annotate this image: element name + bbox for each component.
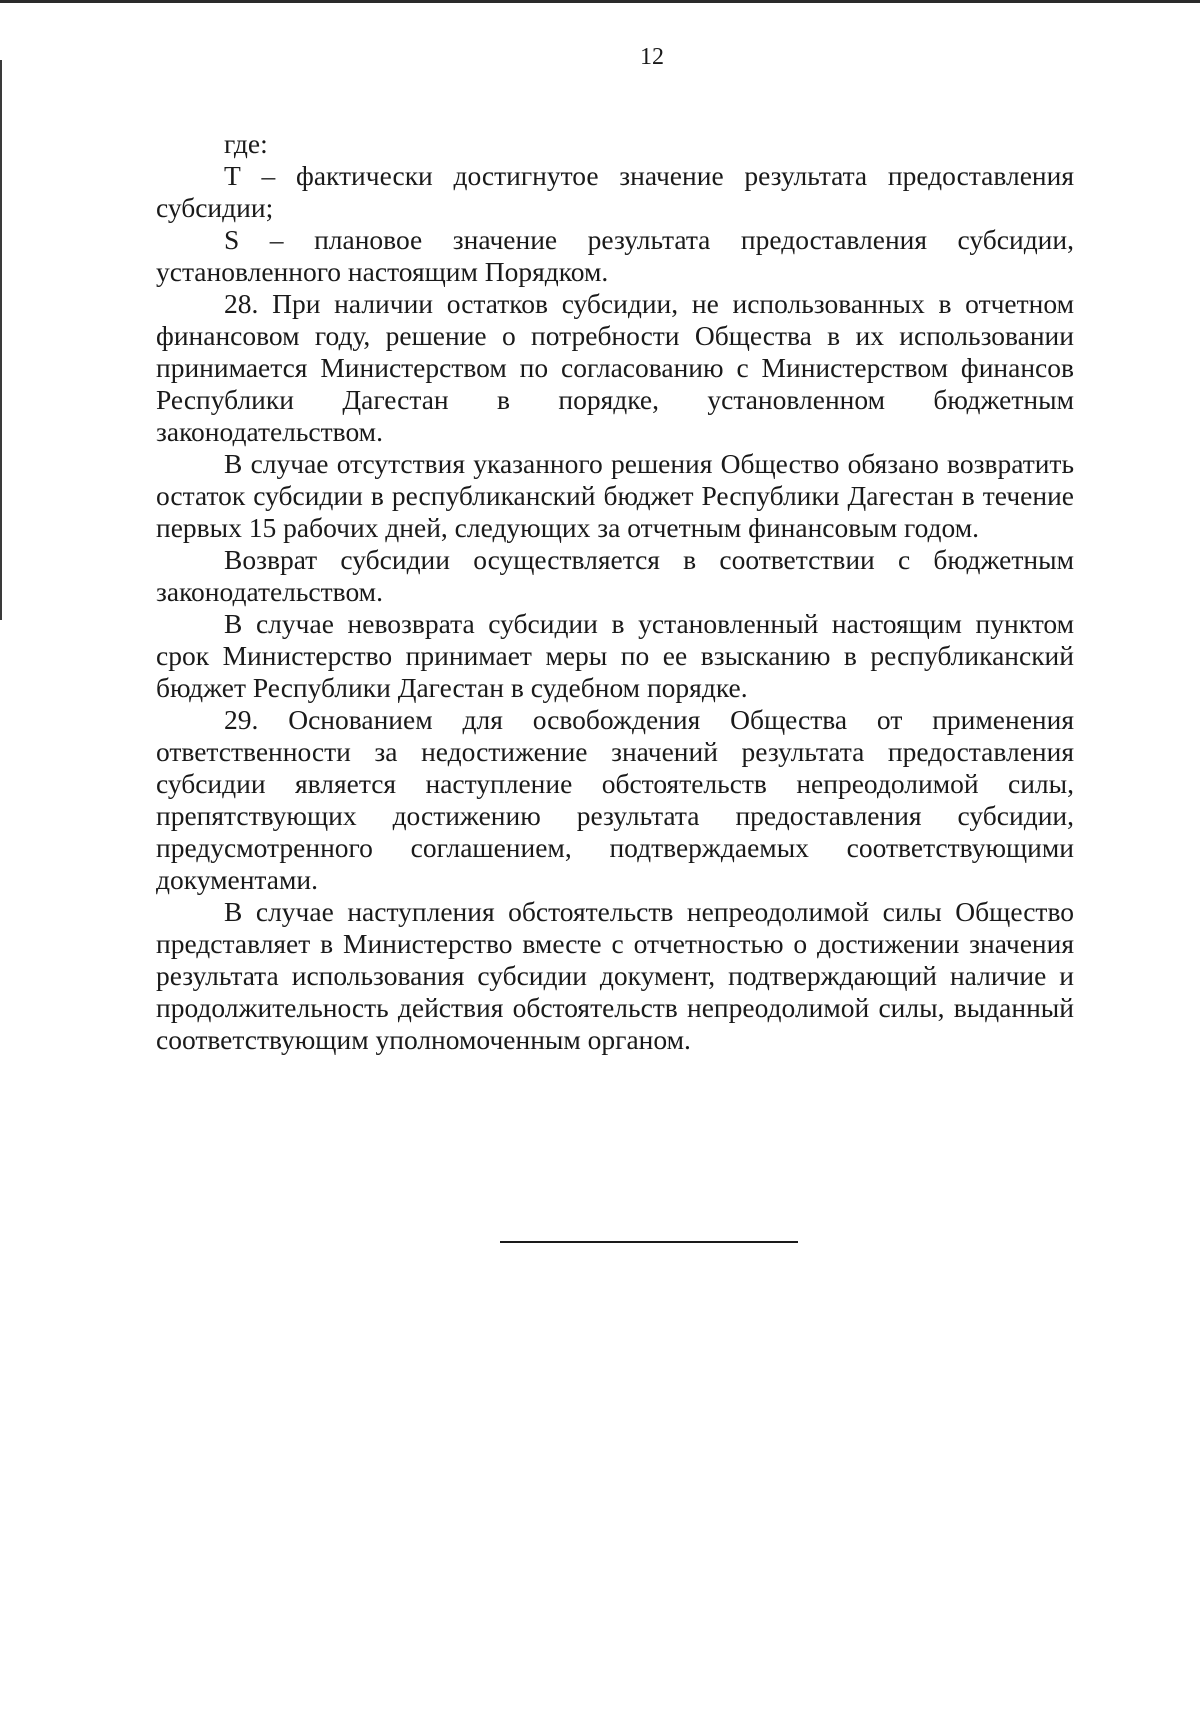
document-body — [156, 128, 1074, 1056]
paragraph-clause-28: 28. При наличии остатков субсидии, не использованных в отчетном финансовом году, решение о потребности Общества в их использовании принимается Министерством по согласованию с Министерством финансов Республики Дагестан в порядке, установленном бюджетным законодательством. — [156, 288, 1074, 447]
paragraph-s-definition: S – плановое значение результата предоставления субсидии, установленного настоящим Порядком. — [156, 224, 1074, 287]
paragraph-clause-29: 29. Основанием для освобождения Общества от применения ответственности за недостижение значений результата предоставления субсидии является наступление обстоятельств непреодолимой силы, препятствующих достижению результата предоставления субсидии, предусмотренного соглашением, подтверждаемых соответствующими документами. — [156, 704, 1074, 895]
paragraph-return-obligation: В случае отсутствия указанного решения Общество обязано возвратить остаток субсидии в республиканский бюджет Республики Дагестан в течение первых 15 рабочих дней, следующих за отчетным финансовым годом. — [156, 448, 1074, 543]
page-number: 12 — [640, 44, 664, 70]
paragraph-non-return: В случае невозврата субсидии в установленный настоящим пунктом срок Министерство принимает меры по ее взысканию в республиканский бюджет Республики Дагестан в судебном порядке. — [156, 608, 1074, 703]
end-of-document-rule — [500, 1241, 798, 1243]
paragraph-t-definition: Т – фактически достигнутое значение результата предоставления субсидии; — [156, 160, 1074, 223]
paragraph-where: где: — [224, 128, 268, 159]
scan-top-border — [0, 0, 1200, 3]
paragraph-return-legislation: Возврат субсидии осуществляется в соответствии с бюджетным законодательством. — [156, 544, 1074, 607]
scan-left-border — [0, 60, 2, 620]
paragraph-force-majeure: В случае наступления обстоятельств непреодолимой силы Общество представляет в Министерство вместе с отчетностью о достижении значения результата использования субсидии документ, подтверждающий наличие и продолжительность действия обстоятельств непреодолимой силы, выданный соответствующим уполномоченным органом. — [156, 896, 1074, 1055]
